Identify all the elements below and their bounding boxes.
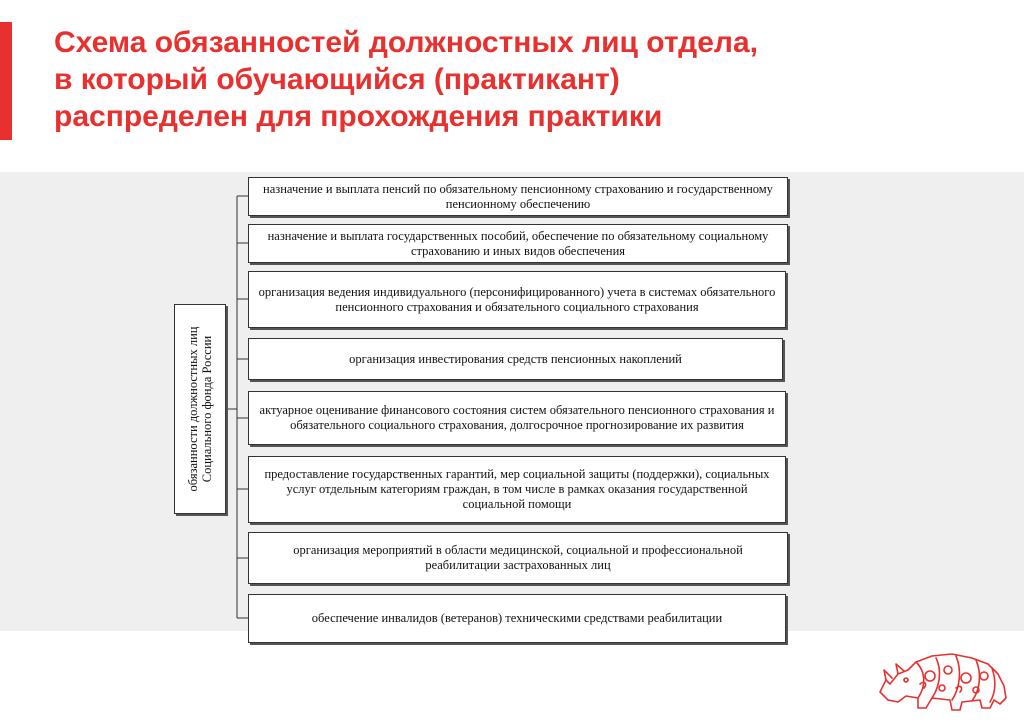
page-title: Схема обязанностей должностных лиц отдела, в который обучающийся (практикант) распределен для прохождения практики bbox=[54, 26, 758, 133]
rhino-logo-icon bbox=[876, 644, 1010, 714]
root-node-label: обязанности должностных лиц Социального фонда России bbox=[186, 326, 214, 492]
duty-node-actuarial: актуарное оценивание финансового состояния систем обязательного пенсионного страхования и обязательного социального страхования, долгосрочное прогнозирование их развития bbox=[248, 391, 786, 445]
duty-node-technical-means: обеспечение инвалидов (ветеранов) техническими средствами реабилитации bbox=[248, 594, 786, 643]
duty-node-personal-accounting: организация ведения индивидуального (персонифицированного) учета в системах обязательного пенсионного страхования и обязательного социального страхования bbox=[248, 271, 786, 328]
duty-node-rehabilitation: организация мероприятий в области медицинской, социальной и профессиональной реабилитации застрахованных лиц bbox=[248, 532, 788, 584]
duty-node-investment: организация инвестирования средств пенсионных накоплений bbox=[248, 338, 783, 380]
duty-node-pensions: назначение и выплата пенсий по обязательному пенсионному страхованию и государственному пенсионному обеспечению bbox=[248, 177, 788, 216]
duty-node-benefits: назначение и выплата государственных пособий, обеспечение по обязательному социальному страхованию и иных видов обеспечения bbox=[248, 224, 788, 263]
root-node bbox=[174, 304, 226, 514]
duty-node-social-guarantees: предоставление государственных гарантий, мер социальной защиты (поддержки), социальных услуг отдельным категориям граждан, в том числе в рамках оказания государственной социальной помощи bbox=[248, 456, 786, 523]
